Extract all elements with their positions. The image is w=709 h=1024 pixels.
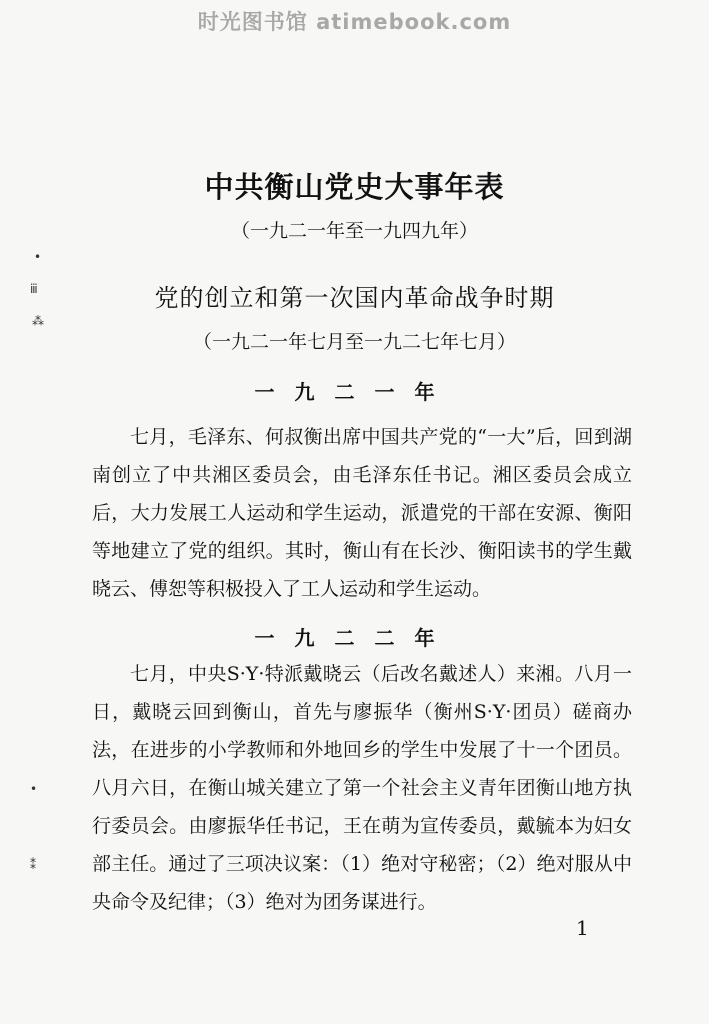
page-number: 1	[576, 916, 589, 940]
year-heading: 一九二二年	[254, 626, 455, 650]
year-paragraph: 七月，毛泽东、何叔衡出席中国共产党的“一大”后，回到湖南创立了中共湘区委员会，由毛泽东任书记。湘区委员会成立后，大力发展工人运动和学生运动，派遣党的干部在安源、衡阳等地建立了党的组织。其时，衡山有在长沙、衡阳读书的学生戴晓云、傅恕等积极投入了工人运动和学生运动。	[92, 426, 632, 600]
margin-mark: •	[34, 250, 42, 264]
page-title: 中共衡山党史大事年表	[204, 170, 505, 204]
margin-mark: ⁑	[30, 858, 36, 872]
margin-mark: •	[30, 782, 38, 796]
section-subtitle: （一九二一年七月至一九二七年七月）	[192, 331, 516, 353]
year-heading: 一九二一年	[254, 380, 455, 404]
margin-mark: ⁂	[32, 314, 44, 328]
page-subtitle: （一九二一年至一九四九年）	[230, 220, 478, 242]
year-paragraph: 七月，中央S·Y·特派戴晓云（后改名戴述人）来湘。八月一日，戴晓云回到衡山，首先与廖振华（衡州S·Y·团员）磋商办法，在进步的小学教师和外地回乡的学生中发展了十一个团员。八月六日，在衡山城关建立了第一个社会主义青年团衡山地方执行委员会。由廖振华任书记，王在萌为宣传委员，戴毓本为妇女部主任。通过了三项决议案：（1）绝对守秘密；（2）绝对服从中央命令及纪律；（3）绝对为团务谋进行。	[92, 663, 632, 913]
watermark: 时光图书馆 atimebook.com	[197, 10, 512, 34]
section-title: 党的创立和第一次国内革命战争时期	[154, 284, 555, 312]
margin-mark: ⅲ	[30, 282, 38, 296]
